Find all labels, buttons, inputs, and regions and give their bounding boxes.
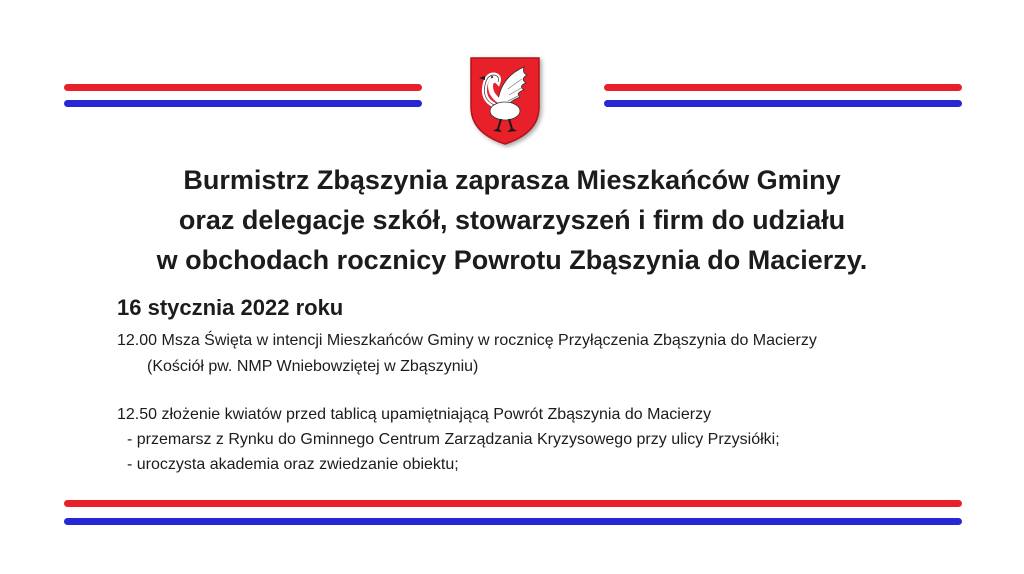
top-left-red-stripe <box>64 84 422 91</box>
bottom-red-stripe <box>64 500 962 507</box>
bottom-blue-stripe <box>64 518 962 525</box>
schedule-item-flowers: 12.50 złożenie kwiatów przed tablicą upamiętniającą Powrót Zbąszynia do Macierzy <box>117 406 712 423</box>
headline-line-1: Burmistrz Zbąszynia zaprasza Mieszkańców Gminy <box>183 165 841 195</box>
headline-line-3: w obchodach rocznicy Powrotu Zbąszynia do Macierzy. <box>156 245 868 275</box>
schedule-subitem-march: - przemarsz z Rynku do Gminnego Centrum Zarządzania Kryzysowego przy ulicy Przysiółki; <box>127 431 780 448</box>
schedule-subitem-academy: - uroczysta akademia oraz zwiedzanie obiektu; <box>127 456 459 473</box>
swan-coat-of-arms-icon <box>468 55 542 147</box>
top-right-blue-stripe <box>604 100 962 107</box>
schedule-item-mass-location: (Kościół pw. NMP Wniebowziętej w Zbąszyniu) <box>147 358 479 375</box>
top-left-blue-stripe <box>64 100 422 107</box>
top-right-red-stripe <box>604 84 962 91</box>
schedule-item-mass: 12.00 Msza Święta w intencji Mieszkańców Gminy w rocznicę Przyłączenia Zbąszynia do Macierzy <box>117 332 817 349</box>
event-date: 16 stycznia 2022 roku <box>117 295 344 320</box>
headline-line-2: oraz delegacje szkół, stowarzyszeń i firm do udziału <box>178 205 846 235</box>
invitation-headline <box>40 160 984 280</box>
